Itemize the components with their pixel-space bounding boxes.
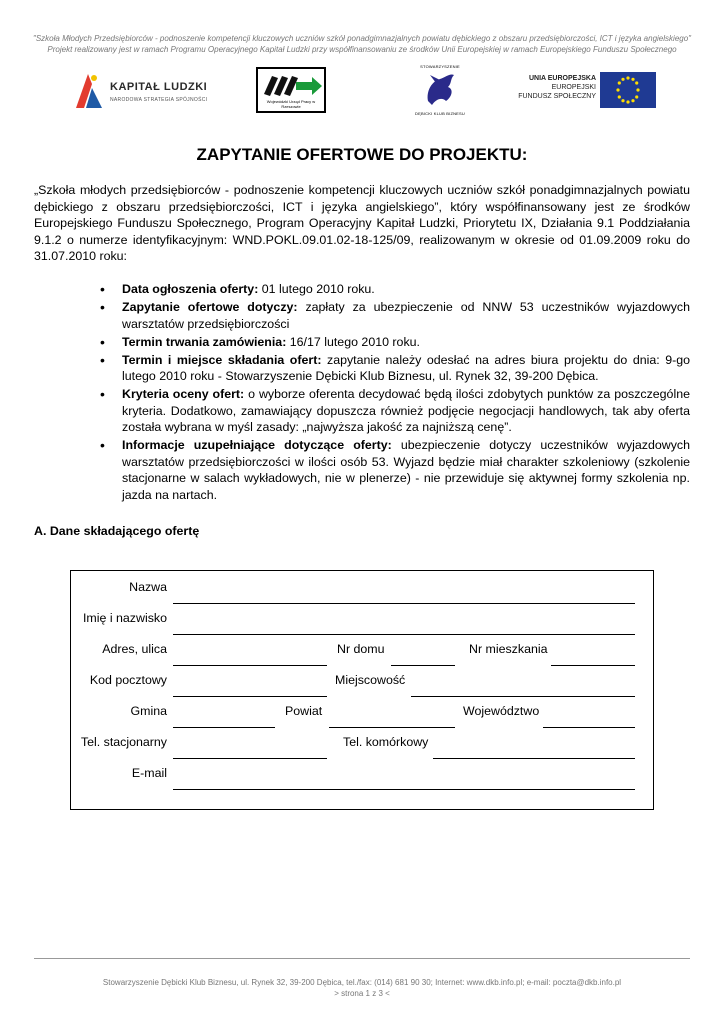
header-project-note: Projekt realizowany jest w ramach Programu Operacyjnego Kapitał Ludzki przy współfinansowaniu ze środków Unii Europejskiej w ramach Europejskiego Funduszu Społecznego: [47, 45, 677, 54]
adres-label: Adres, ulica: [102, 642, 167, 656]
kapital-ludzki-subtitle: NARODOWA STRATEGIA SPÓJNOŚCI: [110, 97, 208, 103]
wojewodztwo-label: Województwo: [463, 704, 540, 718]
imie-nazwisko-label: Imię i nazwisko: [82, 611, 167, 625]
dkb-logo: [410, 64, 470, 116]
wojewodztwo-field[interactable]: [543, 727, 635, 728]
list-item: [100, 281, 690, 298]
item-text: zapłaty za ubezpieczenie od NNW 53 uczestników wyjazdowych warsztatów przedsiębiorczości: [122, 300, 690, 331]
header-project-title: "Szkoła Młodych Przedsiębiorców - podnoszenie kompetencji kluczowych uczniów szkół ponadgimnazjalnych powiatu dębickiego z obszaru przedsiębiorczości, ICT i języka angielskiego": [33, 34, 691, 43]
eu-flag: [600, 72, 656, 108]
wup-logo: [256, 67, 326, 113]
list-item: [100, 386, 690, 436]
list-item: [100, 299, 690, 332]
tel-stacjonarny-label: Tel. stacjonarny: [80, 735, 167, 749]
item-label: Informacje uzupełniające dotyczące oferty:: [122, 438, 392, 452]
item-text: 16/17 lutego 2010 roku.: [286, 334, 420, 349]
intro-paragraph: „Szkoła młodych przedsiębiorców - podnoszenie kompetencji kluczowych uczniów szkół ponadgimnazjalnych powiatu dębickiego z obszaru przedsiębiorczości, ICT i języka angielskiego”, który współfinansowany jest ze środków Europejskiego Funduszu Społecznego, Program Operacyjny Kapitał Ludzki, Priorytetu IX, Działania 9.1 Poddziałania 9.1.2 o numerze identyfikacyjnym: WND.POKL.09.01.02-18-125/09, realizowanym w okresie od 01.09.2009 roku do 31.07.2010 roku:: [34, 183, 690, 263]
document-title: ZAPYTANIE OFERTOWE DO PROJEKTU:: [196, 145, 528, 164]
gmina-field[interactable]: [173, 727, 275, 728]
kapital-ludzki-emblem-icon: [72, 70, 106, 112]
item-label: Termin trwania zamówienia:: [122, 334, 287, 349]
kapital-ludzki-title: KAPITAŁ LUDZKI: [110, 81, 208, 93]
list-item: [100, 437, 690, 503]
tel-komorkowy-field[interactable]: [433, 758, 635, 759]
griffin-emblem-icon: [420, 71, 460, 107]
wup-label: Wojewódzki Urząd Pracy w Rzeszowie: [266, 99, 316, 109]
page-number: > strona 1 z 3 <: [334, 989, 390, 998]
dkb-logo-bottom-text: DĘBICKI KLUB BIZNESU: [414, 111, 465, 116]
adres-field[interactable]: [173, 665, 327, 666]
nazwa-label: Nazwa: [129, 580, 167, 594]
miejscowosc-field[interactable]: [411, 696, 635, 697]
dkb-logo-top-text: STOWARZYSZENIE: [420, 64, 460, 69]
section-a-heading: A. Dane składającego ofertę: [34, 524, 200, 538]
offerer-data-form: [70, 570, 654, 810]
powiat-field[interactable]: [329, 727, 455, 728]
logo-bar: [0, 62, 724, 118]
eu-name: UNIA EUROPEJSKA: [528, 75, 596, 82]
nr-domu-label: Nr domu: [337, 642, 385, 656]
gmina-label: Gmina: [130, 704, 167, 718]
footer-address: Stowarzyszenie Dębicki Klub Biznesu, ul. Rynek 32, 39-200 Dębica, tel./fax: (014) 681 90 30; Internet: www.dkb.info.pl; e-mail: poczta@dkb.info.pl: [102, 978, 622, 987]
item-label: Data ogłoszenia oferty:: [122, 282, 259, 296]
list-item: [100, 334, 690, 351]
item-text: zapytanie należy odesłać na adres biura projektu do dnia: 9-go lutego 2010 roku - Stowarzyszenie Dębicki Klub Biznesu, ul. Rynek 32, 39-200 Dębica.: [122, 352, 690, 383]
item-text: ubezpieczenie dotyczy uczestników wyjazdowych warsztatów przedsiębiorczości w ilości osób 53. Wyjazd będzie miał charakter szkoleniowy (szkolenie stacjonarne w salach wykładowych, nie w plenerze) - nie przewiduje się aktywnej formy szkolenia np. jazda na nartach.: [122, 438, 690, 502]
nr-mieszkania-field[interactable]: [551, 665, 635, 666]
eu-fund-line1: EUROPEJSKI: [551, 84, 596, 91]
list-item: [100, 352, 690, 385]
kapital-ludzki-logo: [72, 70, 212, 112]
nr-mieszkania-label: Nr mieszkania: [469, 642, 548, 656]
kod-pocztowy-field[interactable]: [173, 696, 327, 697]
item-label: Kryteria oceny ofert:: [122, 387, 245, 401]
item-text: o wyborze oferenta decydować będą ilości zdobytych punktów za poszczególne kryteria. Dodatkowo, zamawiający dopuszcza również podjęcie negocjacji handlowych, tak aby oferta została wybrana w myśl zasady: „najwyższa jakość za najniższą cenę”.: [122, 387, 690, 434]
email-field[interactable]: [173, 789, 635, 790]
eu-fund-line2: FUNDUSZ SPOŁECZNY: [518, 93, 596, 100]
kod-pocztowy-label: Kod pocztowy: [89, 673, 167, 687]
eu-logo-text: [512, 74, 596, 101]
item-text: 01 lutego 2010 roku.: [258, 282, 375, 296]
offer-details-list: [100, 281, 690, 505]
miejscowosc-label: Miejscowość: [335, 673, 406, 687]
item-label: Zapytanie ofertowe dotyczy:: [122, 300, 298, 314]
powiat-label: Powiat: [285, 704, 323, 718]
footer-divider: [34, 958, 690, 959]
nr-domu-field[interactable]: [391, 665, 455, 666]
item-label: Termin i miejsce składania ofert:: [122, 352, 322, 367]
tel-stacjonarny-field[interactable]: [173, 758, 327, 759]
imie-nazwisko-field[interactable]: [173, 634, 635, 635]
nazwa-field[interactable]: [173, 603, 635, 604]
email-label: E-mail: [131, 766, 167, 780]
tel-komorkowy-label: Tel. komórkowy: [343, 735, 429, 749]
wup-arrow-icon: [258, 72, 324, 102]
eu-stars-icon: [600, 72, 656, 108]
